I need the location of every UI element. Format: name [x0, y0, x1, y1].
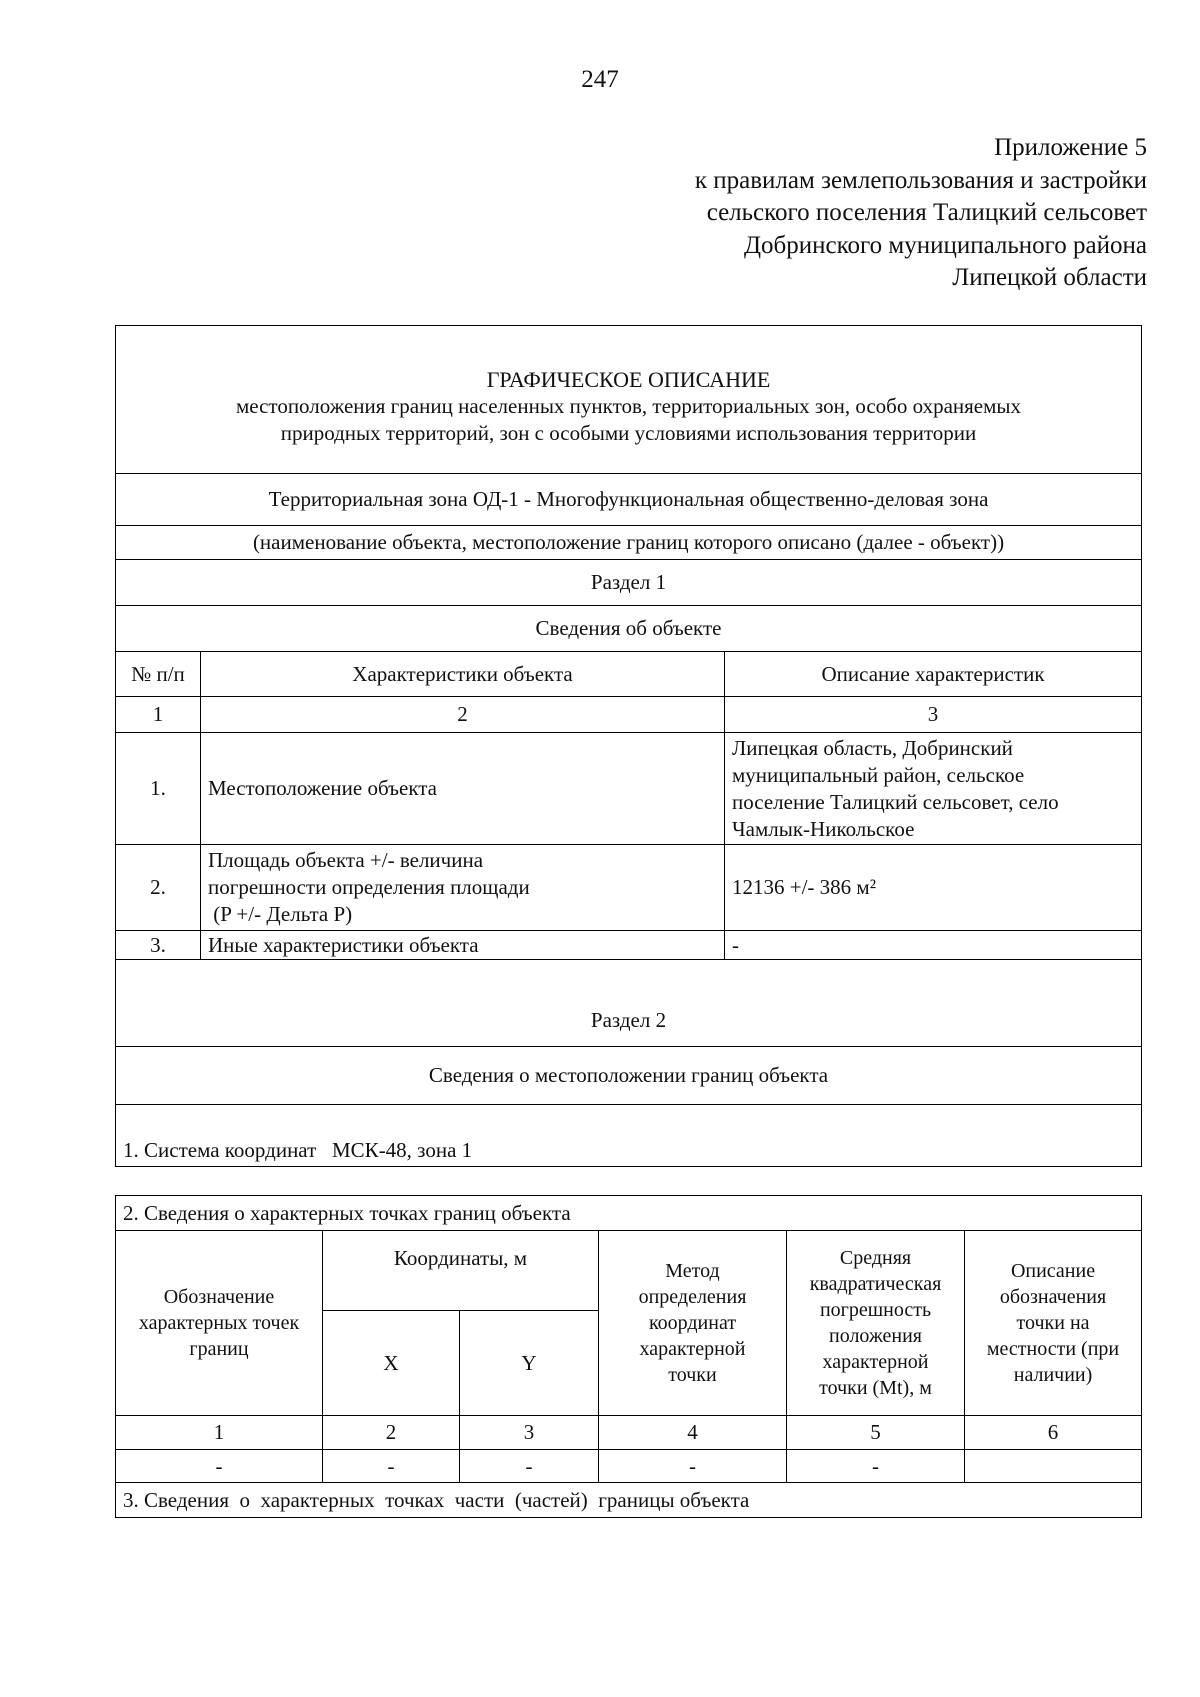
text-line: Средняя: [839, 1247, 912, 1269]
text-line: 12136 +/- 386 м²: [732, 875, 877, 899]
section1-title: Раздел 1: [116, 560, 1142, 606]
cell-method: -: [599, 1450, 787, 1483]
points-header-row: [116, 1231, 1142, 1311]
row-description: [725, 733, 1142, 845]
text-line: точки (Mt), м: [819, 1377, 932, 1399]
column-header-method: [599, 1231, 787, 1416]
column-number: 2: [323, 1416, 460, 1450]
cell-designation: -: [116, 1450, 323, 1483]
row-number: 3.: [116, 931, 201, 960]
section2-title: Раздел 2: [116, 960, 1142, 1047]
table-row: [116, 931, 1142, 960]
row-number: 2.: [116, 845, 201, 931]
text-line: характерной: [822, 1351, 929, 1373]
text-line: наличии): [1013, 1364, 1093, 1386]
table-row: [116, 733, 1142, 845]
points-heading: 2. Сведения о характерных точках границ объекта: [116, 1196, 1142, 1231]
column-header-accuracy: [787, 1231, 965, 1416]
text-line: характерных точек: [138, 1312, 300, 1334]
text-line: точки на: [1016, 1312, 1090, 1334]
object-name: Территориальная зона ОД-1 - Многофункциональная общественно-деловая зона: [116, 474, 1142, 526]
text-line: погрешность: [819, 1299, 932, 1321]
document-title-row: [116, 326, 1142, 474]
text-line: характерной: [639, 1338, 746, 1360]
text-line: положения: [829, 1325, 922, 1347]
row-characteristic: [201, 931, 725, 960]
column-header-designation: [116, 1231, 323, 1416]
section1-column-numbers: [116, 697, 1142, 733]
cell-y: -: [460, 1450, 599, 1483]
text-line: местности (при: [986, 1338, 1120, 1360]
row-description: [725, 845, 1142, 931]
text-line: Площадь объекта +/- величина: [208, 848, 484, 872]
text-line: Местоположение объекта: [208, 776, 438, 800]
column-header-y: Y: [460, 1311, 599, 1416]
text-line: координат: [648, 1312, 737, 1334]
column-header-point-description: [965, 1231, 1142, 1416]
appendix-line: сельского поселения Талицкий сельсовет: [706, 199, 1147, 226]
text-line: определения: [638, 1286, 747, 1308]
text-line: (P +/- Дельта P): [208, 902, 353, 926]
boundary-points-table: [115, 1195, 1142, 1518]
column-header-number: № п/п: [116, 652, 201, 697]
points-column-numbers: [116, 1416, 1142, 1450]
document-subtitle: местоположения границ населенных пунктов, территориальных зон, особо охраняемых: [235, 394, 1022, 418]
page-number: 247: [581, 66, 619, 93]
text-line: точки: [668, 1364, 717, 1386]
text-line: Описание: [1010, 1260, 1096, 1282]
column-number: 3: [725, 697, 1142, 733]
text-line: квадратическая: [809, 1273, 942, 1295]
cell-accuracy: -: [787, 1450, 965, 1483]
coordinate-system: 1. Система координат МСК-48, зона 1: [116, 1105, 1142, 1167]
text-line: -: [732, 932, 739, 957]
section1-subtitle: Сведения об объекте: [116, 606, 1142, 652]
column-number: 5: [787, 1416, 965, 1450]
column-header-coordinates: Координаты, м: [323, 1231, 599, 1311]
text-line: Обозначение: [163, 1286, 275, 1308]
text-line: муниципальный район, сельское: [732, 762, 1025, 787]
column-number: 1: [116, 1416, 323, 1450]
appendix-caption: [447, 132, 1147, 295]
table-row: [116, 1450, 1142, 1483]
graphic-description-table: [115, 325, 1142, 1167]
row-characteristic: [201, 733, 725, 845]
column-header-characteristic: Характеристики объекта: [201, 652, 725, 697]
row-characteristic: [201, 845, 725, 931]
appendix-line: Приложение 5: [994, 134, 1147, 161]
document-subtitle: природных территорий, зон с особыми условиями использования территории: [280, 421, 977, 445]
column-number: 3: [460, 1416, 599, 1450]
text-line: погрешности определения площади: [208, 875, 530, 899]
table-row: [116, 845, 1142, 931]
object-name-caption: (наименование объекта, местоположение границ которого описано (далее - объект)): [116, 526, 1142, 560]
row-description: [725, 931, 1142, 960]
column-number: 2: [201, 697, 725, 733]
column-number: 1: [116, 697, 201, 733]
appendix-line: Липецкой области: [952, 264, 1147, 291]
document-title: ГРАФИЧЕСКОЕ ОПИСАНИЕ: [486, 367, 771, 392]
cell-x: -: [323, 1450, 460, 1483]
column-header-x: X: [323, 1311, 460, 1416]
text-line: границ: [189, 1338, 249, 1360]
section1-header-row: [116, 652, 1142, 697]
column-header-description: Описание характеристик: [725, 652, 1142, 697]
text-line: Метод: [665, 1260, 720, 1282]
text-line: обозначения: [999, 1286, 1107, 1308]
text-line: Иные характеристики объекта: [208, 932, 479, 957]
row-number: 1.: [116, 733, 201, 845]
text-line: поселение Талицкий сельсовет, село: [732, 789, 1059, 814]
section2-subtitle: Сведения о местоположении границ объекта: [116, 1047, 1142, 1105]
text-line: Чамлык-Никольское: [732, 816, 915, 841]
column-number: 4: [599, 1416, 787, 1450]
appendix-line: к правилам землепользования и застройки: [694, 166, 1147, 194]
column-number: 6: [965, 1416, 1142, 1450]
parts-heading: 3. Сведения о характерных точках части (частей) границы объекта: [116, 1483, 1142, 1518]
text-line: Липецкая область, Добринский: [732, 735, 1013, 760]
document-title-cell: [116, 326, 1142, 474]
cell-point-description: [965, 1450, 1142, 1483]
appendix-line: Добринского муниципального района: [743, 231, 1147, 259]
